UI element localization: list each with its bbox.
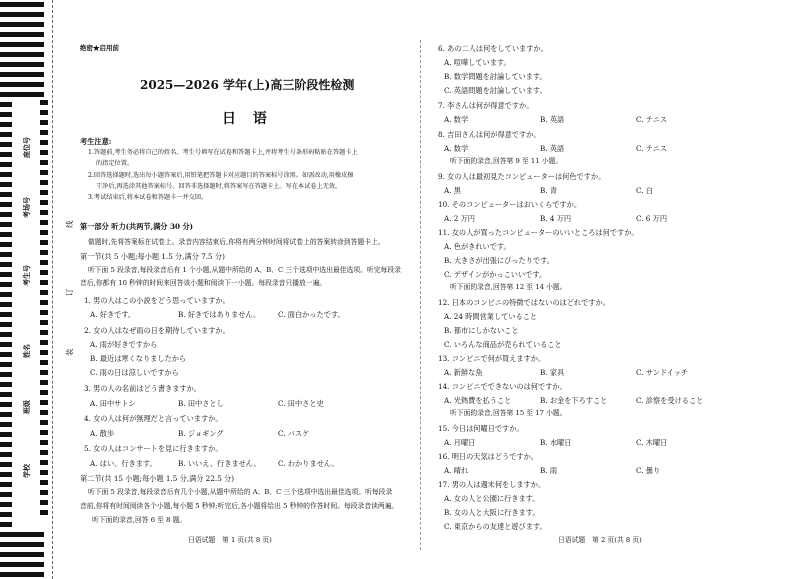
binding-stripe: [40, 250, 48, 255]
q3-option-a: A. 田中サトシ: [90, 399, 136, 408]
q7-option-b: B. 英語: [540, 115, 565, 124]
binding-stripe: [40, 410, 48, 415]
binding-stripe: [0, 62, 44, 67]
binding-stripe: [0, 132, 12, 137]
section2-instruction-3: 听下面的录音,回答 6 至 8 题。: [92, 516, 187, 524]
binding-stripe: [40, 230, 48, 235]
binding-stripe: [0, 242, 12, 247]
section1-instruction-2: 音后,你都有 10 秒钟的时间来回答该小题和阅读下一小题。每段录音只播放一遍。: [80, 279, 327, 287]
q10-option-a: A. 2 万円: [444, 214, 475, 223]
q6-option-b: B. 数学問題を討論しています。: [444, 72, 547, 81]
part1-heading: 第一部分 听力(共两节,满分 30 分): [80, 222, 194, 231]
listening-note-15-17: 听下面的录音,回答第 15 至 17 小题。: [450, 409, 567, 417]
binding-stripe: [40, 190, 48, 195]
q12-option-a: A. 24 時間営業していること: [444, 312, 538, 321]
q2-option-c: C. 雨の日は涼しいですから: [90, 368, 179, 377]
section2-instruction-2: 音前,你将有时间阅读各个小题,每小题 5 秒钟;听完后,各小题将给出 5 秒钟的作答时间。每段录音读两遍。: [80, 502, 399, 510]
binding-stripe: [0, 92, 44, 97]
question-3: 3. 男の人の名前はどう書きますか。: [84, 384, 201, 393]
q13-option-c: C. サンドイッチ: [636, 368, 689, 377]
binding-stripe: [40, 290, 48, 295]
q8-option-a: A. 数学: [444, 144, 469, 153]
binding-stripe: [0, 112, 12, 117]
question-17: 17. 男の人は週末何をしますか。: [438, 480, 546, 489]
binding-stripe: [0, 142, 12, 147]
binding-stripe: [0, 512, 12, 517]
binding-stripe: [40, 240, 48, 245]
notes-line-4: 干净后,再选涂其他答案标号。回答非选择题时,将答案写在答题卡上。写在本试卷上无效。: [96, 183, 342, 190]
binding-stripe: [0, 162, 12, 167]
subject-title: 日 语: [222, 111, 273, 127]
school-label: 学校: [23, 464, 31, 478]
binding-stripe: [0, 472, 12, 477]
binding-stripe: [40, 200, 48, 205]
binding-stripe: [40, 300, 48, 305]
binding-stripe: [0, 452, 12, 457]
binding-stripe: [0, 402, 12, 407]
binding-stripe: [0, 32, 44, 37]
question-1: 1. 男の人はこの小説をどう思っていますか。: [84, 296, 230, 305]
class-label: 班级: [23, 400, 31, 414]
listening-note-9-11: 听下面的录音,回答第 9 至 11 小题。: [450, 157, 563, 165]
question-4: 4. 女の人は何が無理だと言っていますか。: [84, 414, 223, 423]
q6-option-a: A. 喧嘩しています。: [444, 58, 511, 67]
binding-stripe: [0, 202, 12, 207]
binding-stripe: [0, 52, 44, 57]
candidate-number-label: 考生号: [23, 265, 31, 286]
binding-stripe: [0, 302, 12, 307]
section1-heading: 第一节(共 5 小题;每小题 1.5 分,满分 7.5 分): [80, 252, 225, 261]
binding-stripe: [0, 572, 44, 577]
binding-stripe: [40, 500, 48, 505]
binding-stripe: [0, 312, 12, 317]
binding-stripe: [40, 320, 48, 325]
q5-option-b: B. いいえ、行きません。: [178, 459, 261, 468]
binding-stripe: [0, 492, 12, 497]
binding-stripe: [0, 542, 44, 547]
q11-option-b: B. 大きさが出張にぴったりです。: [444, 256, 554, 265]
binding-stripe: [40, 400, 48, 405]
part1-intro-1: 做题时,先将答案标在试卷上。录音内容结束后,你将有两分钟时间将试卷上的答案转涂到答题卡上。: [88, 238, 385, 246]
binding-stripe: [0, 122, 12, 127]
binding-stripe: [0, 442, 12, 447]
q10-option-c: C. 6 万円: [636, 214, 668, 223]
q16-option-c: C. 曇り: [636, 466, 661, 475]
q8-option-b: B. 英語: [540, 144, 565, 153]
binding-stripe: [40, 310, 48, 315]
q11-option-c: C. デザインがかっこいいです。: [444, 270, 547, 279]
q10-option-b: B. 4 万円: [540, 214, 572, 223]
binding-stripe: [40, 390, 48, 395]
notes-line-2: 的指定位置。: [96, 160, 134, 167]
binding-stripe: [40, 380, 48, 385]
binding-stripe: [40, 270, 48, 275]
binding-stripe: [40, 490, 48, 495]
binding-word-bind: 装: [65, 348, 74, 356]
question-14: 14. コンビニでできないのは何ですか。: [438, 382, 567, 391]
question-11: 11. 女の人が買ったコンピューターのいいところは何ですか。: [438, 228, 639, 237]
binding-stripe: [0, 522, 12, 527]
question-12: 12. 日本のコンビニの特徴ではないのはどれですか。: [438, 298, 610, 307]
binding-stripe: [40, 180, 48, 185]
binding-stripe: [40, 340, 48, 345]
section2-instruction-1: 听下面 5 段录音,每段录音后有几个小题,从题中所给的 A、B、C 三个选项中选出最佳选项。听每段录: [88, 488, 393, 496]
q15-option-a: A. 月曜日: [444, 438, 476, 447]
binding-stripe: [0, 432, 12, 437]
q14-option-c: C. 診察を受けること: [636, 396, 704, 405]
q4-option-b: B. ジョギング: [178, 429, 224, 438]
binding-stripe: [0, 272, 12, 277]
binding-stripe: [0, 232, 12, 237]
footer-page-1: 日语试题 第 1 页(共 8 页): [188, 536, 272, 544]
q9-option-b: B. 青: [540, 186, 558, 195]
q2-option-b: B. 最近は寒くなりましたから: [90, 354, 187, 363]
question-15: 15. 今日は何曜日ですか。: [438, 424, 524, 433]
binding-stripe: [40, 220, 48, 225]
binding-stripe: [0, 422, 12, 427]
binding-stripe: [40, 330, 48, 335]
binding-stripes: [0, 0, 50, 579]
binding-stripe: [0, 212, 12, 217]
binding-stripe: [40, 450, 48, 455]
q17-option-c: C. 東京からの友達と遊びます。: [444, 522, 547, 531]
binding-stripe: [0, 42, 44, 47]
q1-option-a: A. 好きです。: [90, 310, 136, 319]
q6-option-c: C. 英語問題を討論しています。: [444, 86, 547, 95]
binding-stripe: [0, 322, 12, 327]
binding-stripe: [0, 462, 12, 467]
notes-heading: 考生注意:: [80, 137, 112, 146]
seat-number-label: 座位号: [23, 137, 31, 158]
q4-option-a: A. 散歩: [90, 429, 115, 438]
binding-stripe: [0, 72, 44, 77]
q12-option-b: B. 都市にしかないこと: [444, 326, 519, 335]
binding-stripe: [0, 292, 12, 297]
q1-option-b: B. 好きではありません。: [178, 310, 261, 319]
binding-stripe: [0, 82, 44, 87]
notes-line-5: 3.考试结束后,将本试卷和答题卡一并交回。: [88, 194, 208, 201]
binding-stripe: [0, 392, 12, 397]
binding-stripe: [40, 170, 48, 175]
confidential-mark: 绝密★启用前: [80, 44, 119, 52]
q7-option-a: A. 数学: [444, 115, 469, 124]
binding-stripe: [40, 420, 48, 425]
binding-stripe: [40, 100, 48, 105]
binding-stripe: [0, 282, 12, 287]
binding-stripe: [40, 140, 48, 145]
binding-stripe: [0, 482, 12, 487]
binding-stripe: [40, 210, 48, 215]
binding-stripe: [40, 120, 48, 125]
q11-option-a: A. 色がきれいです。: [444, 242, 511, 251]
binding-stripe: [0, 222, 12, 227]
q16-option-a: A. 晴れ: [444, 466, 469, 475]
question-6: 6. あの二人は何をしていますか。: [438, 44, 548, 53]
q15-option-b: B. 水曜日: [540, 438, 572, 447]
q3-option-c: C. 田中さと史: [278, 399, 324, 408]
q12-option-c: C. いろんな商品が売られていること: [444, 340, 562, 349]
binding-stripe: [40, 440, 48, 445]
binding-stripe: [0, 2, 44, 7]
exam-room-label: 考场号: [23, 197, 31, 218]
column-divider: [420, 40, 421, 550]
q17-option-b: B. 女の人と大阪に行きます。: [444, 508, 540, 517]
binding-stripe: [0, 102, 12, 107]
binding-stripe: [0, 372, 12, 377]
q5-option-c: C. わかりません。: [278, 459, 339, 468]
q4-option-c: C. バスケ: [278, 429, 310, 438]
binding-stripe: [0, 352, 12, 357]
exam-title: 2025—2026 学年(上)高三阶段性检测: [140, 78, 355, 92]
binding-stripe: [0, 192, 12, 197]
q14-option-b: B. お金を下ろすこと: [540, 396, 608, 405]
question-10: 10. そのコンピューターはおいくらですか。: [438, 200, 582, 209]
q1-option-c: C. 面白かったです。: [278, 310, 345, 319]
notes-line-3: 2.回答选择题时,选出每小题答案后,用铅笔把答题卡对应题目的答案标号涂黑。如需改动,用橡皮擦: [88, 172, 354, 179]
binding-stripe: [40, 430, 48, 435]
q17-option-a: A. 女の人と公園に行きます。: [444, 494, 540, 503]
listening-note-12-14: 听下面的录音,回答第 12 至 14 小题。: [450, 283, 567, 291]
binding-stripe: [40, 360, 48, 365]
binding-stripe: [40, 150, 48, 155]
binding-stripe: [0, 332, 12, 337]
binding-stripe: [0, 532, 44, 537]
binding-stripe: [40, 160, 48, 165]
question-9: 9. 女の人は最初見たコンピューターは何色ですか。: [438, 172, 606, 181]
binding-stripe: [0, 252, 12, 257]
question-2: 2. 女の人はなぜ雨の日を期待していますか。: [84, 326, 230, 335]
question-16: 16. 明日の天気はどうですか。: [438, 452, 538, 461]
binding-line: [52, 0, 53, 579]
binding-word-staple: 订: [65, 288, 74, 296]
q9-option-a: A. 黒: [444, 186, 461, 195]
q15-option-c: C. 木曜日: [636, 438, 668, 447]
binding-word-line: 线: [65, 220, 74, 228]
notes-line-1: 1.答题前,考生务必将自己的姓名、考生号填写在试卷和答题卡上,并将考生号条形码粘贴在答题卡上: [88, 149, 358, 156]
q2-option-a: A. 雨が好きですから: [90, 340, 158, 349]
binding-stripe: [40, 470, 48, 475]
section2-heading: 第二节(共 15 小题;每小题 1.5 分,满分 22.5 分): [80, 474, 235, 483]
q5-option-a: A. はい、行きます。: [90, 459, 157, 468]
binding-stripe: [0, 342, 12, 347]
q13-option-b: B. 家具: [540, 368, 565, 377]
binding-stripe: [40, 370, 48, 375]
binding-stripe: [0, 12, 44, 17]
binding-stripe: [40, 280, 48, 285]
binding-stripe: [0, 382, 12, 387]
binding-stripe: [0, 362, 12, 367]
q9-option-c: C. 白: [636, 186, 653, 195]
binding-stripe: [0, 552, 44, 557]
question-5: 5. 女の人はコンサートを見に行きますか。: [84, 444, 223, 453]
q8-option-c: C. テニス: [636, 144, 668, 153]
question-13: 13. コンビニで何が買えますか。: [438, 354, 546, 363]
binding-stripe: [0, 172, 12, 177]
binding-stripe: [40, 480, 48, 485]
binding-stripe: [0, 22, 44, 27]
binding-stripe: [0, 262, 12, 267]
question-8: 8. 吉田さんは何が得意ですか。: [438, 130, 541, 139]
binding-stripe: [40, 130, 48, 135]
binding-stripe: [0, 182, 12, 187]
binding-stripe: [40, 460, 48, 465]
binding-stripe: [0, 502, 12, 507]
q16-option-b: B. 雨: [540, 466, 558, 475]
binding-stripe: [0, 562, 44, 567]
q7-option-c: C. テニス: [636, 115, 668, 124]
q13-option-a: A. 新鮮な魚: [444, 368, 483, 377]
binding-stripe: [40, 260, 48, 265]
footer-page-2: 日语试题 第 2 页(共 8 页): [558, 536, 642, 544]
q14-option-a: A. 光熱費を払うこと: [444, 396, 512, 405]
binding-stripe: [0, 152, 12, 157]
binding-stripe: [40, 110, 48, 115]
name-label: 姓名: [23, 344, 31, 358]
section1-instruction-1: 听下面 5 段录音,每段录音后有 1 个小题,从题中所给的 A、B、C 三个选项中选出最佳选项。听完每段录: [88, 266, 401, 274]
binding-stripe: [0, 412, 12, 417]
q3-option-b: B. 田中さとし: [178, 399, 224, 408]
binding-stripe: [40, 510, 48, 515]
question-7: 7. 李さんは何が得意ですか。: [438, 101, 534, 110]
binding-stripe: [40, 350, 48, 355]
